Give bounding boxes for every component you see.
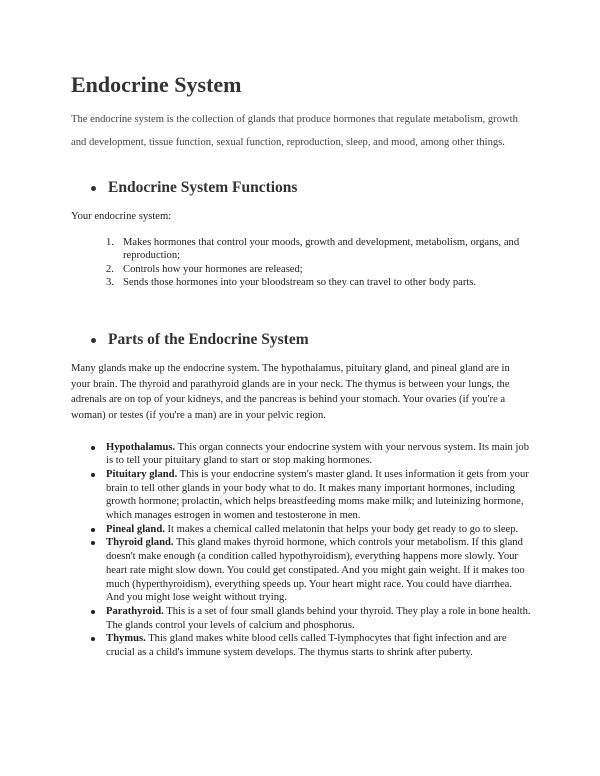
bullet-icon (91, 541, 95, 545)
gland-term: Thyroid gland. (106, 537, 174, 549)
parts-heading-text: Parts of the Endocrine System (108, 331, 309, 349)
list-item (71, 523, 531, 537)
gland-description: This gland makes thyroid hormone, which controls your metabolism. If this gland doesn't make enough (a condition called hypothyroidism), everything happens more slowly. Your heart rate might slow down. You could get constipated. And you might gain weight. If it makes too much (hyperthyroidism), everything speeds up. Your heart might race. You could have diarrhea. And you might lose weight without trying. (106, 537, 525, 604)
bullet-icon (91, 637, 95, 641)
bullet-icon (91, 338, 96, 343)
gland-term: Hypothalamus. (106, 441, 176, 453)
glands-list (71, 441, 531, 660)
bullet-icon (91, 610, 95, 614)
parts-heading (71, 329, 531, 351)
list-item (71, 236, 531, 263)
bullet-icon (91, 528, 95, 532)
list-item (71, 468, 531, 523)
list-item-text: Makes hormones that control your moods, growth and development, metabolism, organs, and reproduction; (123, 237, 520, 262)
bullet-icon (91, 186, 96, 191)
functions-heading-text: Endocrine System Functions (108, 179, 298, 196)
list-item (71, 632, 531, 659)
list-item (71, 441, 531, 468)
list-number: 3. (106, 276, 114, 288)
bullet-icon (91, 473, 95, 477)
gland-term: Pituitary gland. (106, 468, 178, 480)
gland-description: This gland makes white blood cells called T-lymphocytes that fight infection and are crucial as a child's immune system develops. The thymus starts to shrink after puberty. (106, 633, 507, 659)
bullet-icon (91, 446, 95, 450)
functions-heading (71, 177, 531, 199)
list-number: 1. (106, 237, 114, 248)
functions-list (71, 236, 531, 289)
list-item (71, 605, 531, 632)
list-item-text: Controls how your hormones are released; (123, 263, 303, 275)
document-page (71, 70, 531, 660)
list-item (71, 536, 531, 605)
gland-description: This is a set of four small glands behind your thyroid. They play a role in bone health. The glands control your levels of calcium and phosphorus. (106, 606, 531, 631)
gland-description: This is your endocrine system's master gland. It uses information it gets from your brain to tell other glands in your body what to do. It makes many important hormones, including growth hormone; prolactin, which helps breastfeeding moms make milk; and luteinizing hormone, which manages estrogen in women and testosterone in men. (106, 468, 529, 522)
gland-term: Parathyroid. (106, 606, 164, 617)
list-item-text: Sends those hormones into your bloodstream so they can travel to other body parts. (123, 276, 477, 288)
parts-intro-paragraph: Many glands make up the endocrine system. The hypothalamus, pituitary gland, and pineal gland are in your brain. The thyroid and parathyroid glands are in your neck. The thymus is between your lungs, the adrenals are on top of your kidneys, and the pancreas is behind your stomach. Your ovaries (if you're a woman) or testes (if you're a man) are in your pelvic region. (71, 363, 510, 421)
page-title: Endocrine System (71, 72, 242, 97)
gland-description: This organ connects your endocrine system with your nervous system. Its main job is to tell your pituitary gland to start or stop making hormones. (106, 441, 530, 467)
list-item (71, 263, 531, 276)
functions-lead: Your endocrine system: (71, 211, 172, 222)
intro-paragraph: The endocrine system is the collection of glands that produce hormones that regulate metabolism, growth and development, tissue function, sexual function, reproduction, sleep, and mood, among other things. (71, 114, 518, 148)
gland-description: It makes a chemical called melatonin that helps your body get ready to go to sleep. (164, 523, 519, 535)
gland-term: Pineal gland. (106, 523, 165, 535)
gland-term: Thymus. (106, 633, 146, 645)
list-item (71, 276, 531, 289)
list-number: 2. (106, 263, 114, 275)
